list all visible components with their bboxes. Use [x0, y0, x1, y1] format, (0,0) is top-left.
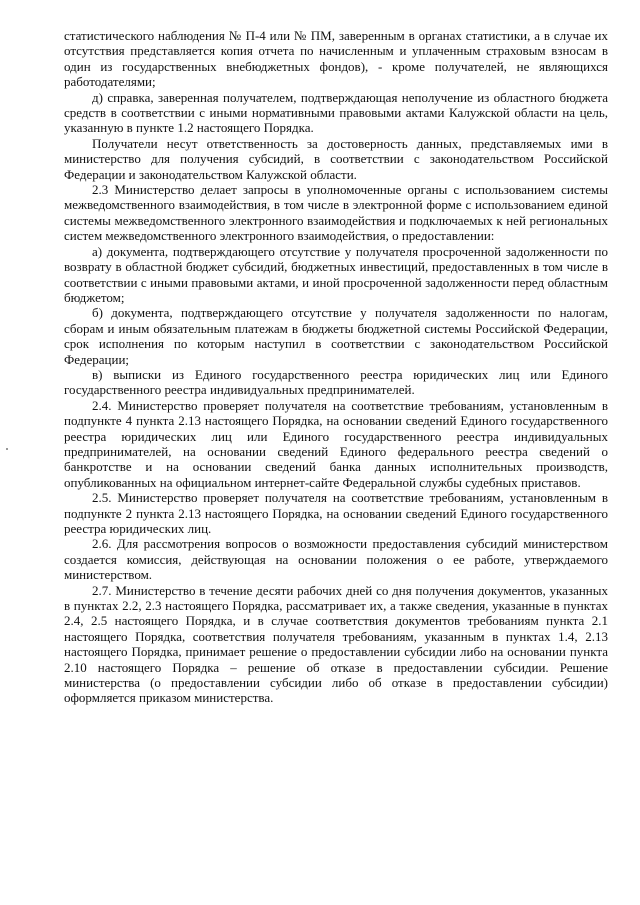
paragraph-item-a: а) документа, подтверждающего отсутствие у получателя просроченной задолженности по возврату в областной бюджет субсидий, бюджетных инвестиций, предоставленных в том числе в соответствии с иными правовыми актами, и иной просроченной задолженности перед областным бюджетом;: [64, 243, 608, 305]
paragraph-responsibility: Получатели несут ответственность за достоверность данных, представляемых ими в министерство для получения субсидий, в соответствии с законодательством Российской Федерации и законодательством Калужской области.: [64, 135, 608, 182]
scan-dot: [6, 448, 8, 450]
paragraph-item-v: в) выписки из Единого государственного реестра юридических лиц или Единого государственного реестра индивидуальных предпринимателей.: [64, 366, 608, 398]
paragraph-continuation: статистического наблюдения № П-4 или № ПМ, заверенным в органах статистики, а в случае их отсутствия представляется копия отчета по начисленным и уплаченным страховым взносам в один из государственных внебюджетных фондов), - кроме получателей, не являющихся работодателями;: [64, 28, 608, 90]
document-page: [64, 28, 608, 706]
paragraph-2-6: 2.6. Для рассмотрения вопросов о возможности предоставления субсидий министерством создается комиссия, действующая на основании положения о ее работе, утверждаемого министерством.: [64, 536, 608, 583]
paragraph-2-5: 2.5. Министерство проверяет получателя на соответствие требованиям, установленным в подпункте 2 пункта 2.13 настоящего Порядка, на основании сведений Единого государственного реестра юридических лиц.: [64, 490, 608, 536]
paragraph-2-3: 2.3 Министерство делает запросы в уполномоченные органы с использованием системы межведомственного взаимодействия, в том числе в электронной форме с использованием единой системы межведомственного электронного взаимодействия и подключаемых к ней региональных систем межведомственного электронного взаимодействия, о предоставлении:: [64, 182, 608, 244]
paragraph-2-7: 2.7. Министерство в течение десяти рабочих дней со дня получения документов, указанных в пунктах 2.2, 2.3 настоящего Порядка, рассматривает их, а также сведения, указанные в пунктах 2.4, 2.5 настоящего Порядка, и в случае соответствия документов требованиям пункта 2.1 настоящего Порядка, соответствия получателя требованиям, указанным в пунктах 1.4, 2.13 настоящего Порядка, принимает решение о предоставлении субсидии либо на основании пункта 2.10 настоящего Порядка – решение об отказе в предоставлении субсидии. Решение министерства (о предоставлении субсидии либо об отказе в предоставлении субсидии) оформляется приказом министерства.: [64, 582, 608, 706]
paragraph-item-b: б) документа, подтверждающего отсутствие у получателя задолженности по налогам, сборам и иным обязательным платежам в бюджеты бюджетной системы Российской Федерации, срок исполнения по которым наступил в соответствии с законодательством Российской Федерации;: [64, 305, 608, 367]
paragraph-2-4: 2.4. Министерство проверяет получателя на соответствие требованиям, установленным в подпункте 4 пункта 2.13 настоящего Порядка, на основании сведений Единого государственного реестра юридических лиц или Единого государственного реестра индивидуальных предпринимателей, на основании сведений Единого федерального реестра сведений о банкротстве и на основании сведений банка данных исполнительных производств, опубликованных на официальном интернет-сайте Федеральной службы судебных приставов.: [64, 397, 608, 490]
paragraph-item-d: д) справка, заверенная получателем, подтверждающая неполучение из областного бюджета средств в соответствии с иными нормативными правовыми актами Калужской области на цель, указанную в пункте 1.2 настоящего Порядка.: [64, 89, 608, 136]
